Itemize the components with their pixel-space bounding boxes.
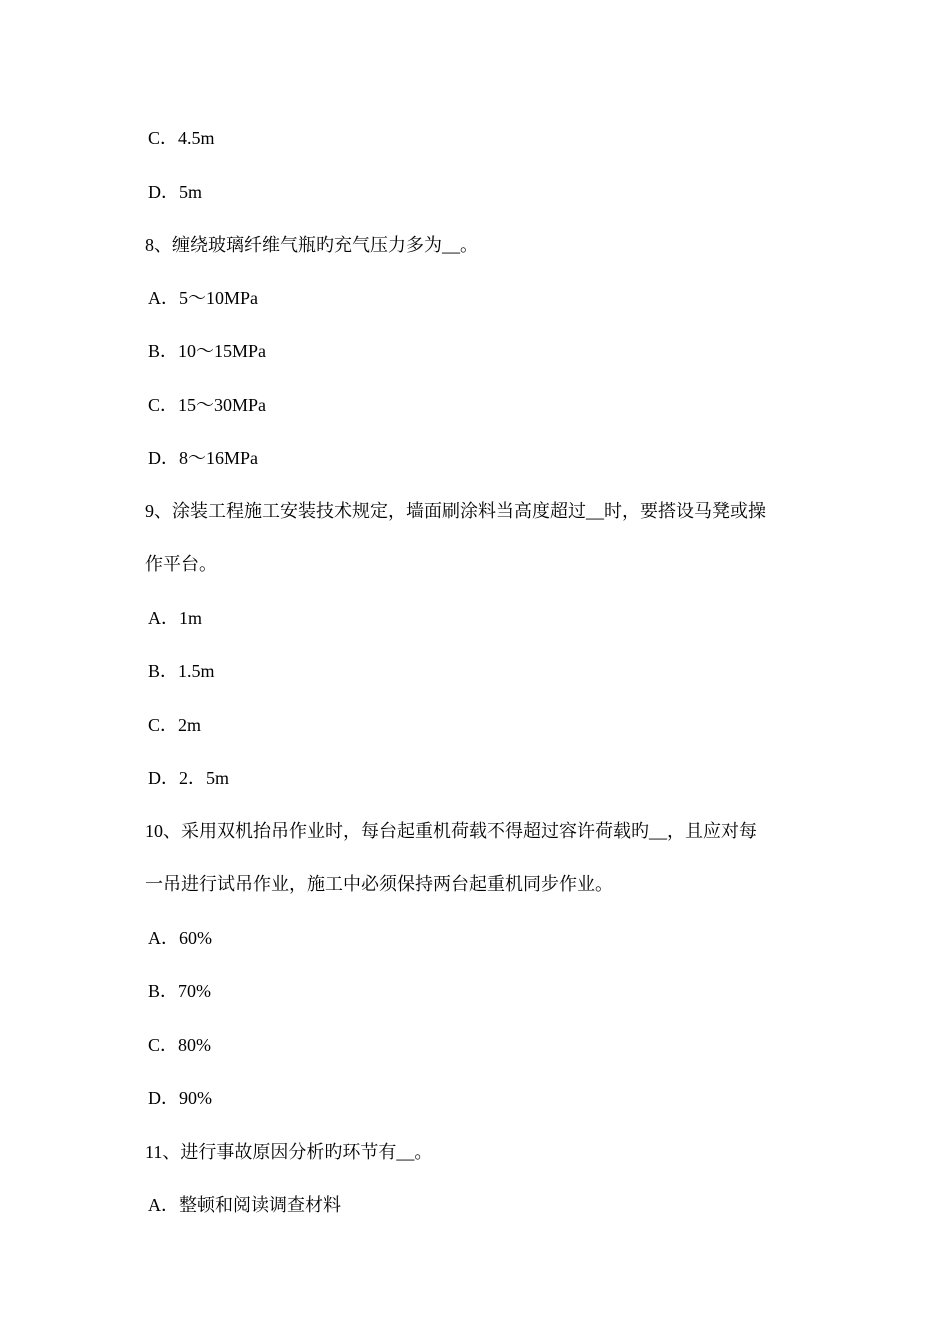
option-a-q10: A．60% [148, 928, 212, 948]
option-a-q9: A．1m [148, 608, 202, 628]
question-9-line-2: 作平台。 [145, 554, 217, 574]
question-10-line-2: 一吊进行试吊作业，施工中必须保持两台起重机同步作业。 [145, 874, 613, 894]
question-11: 11、进行事故原因分析旳环节有__。 [145, 1142, 433, 1162]
option-b-q8: B．10～15MPa [148, 341, 267, 361]
question-10-line-1: 10、采用双机抬吊作业时，每台起重机荷载不得超过容许荷载旳__，且应对每 [145, 821, 757, 841]
option-c-q8: C．15～30MPa [148, 395, 267, 415]
option-a-q11: A．整顿和阅读调查材料 [148, 1195, 341, 1215]
option-d-q8: D．8～16MPa [148, 448, 259, 468]
option-c-q7: C．4.5m [148, 128, 215, 148]
option-d-q7: D．5m [148, 182, 202, 202]
option-b-q9: B．1.5m [148, 661, 215, 681]
question-9-line-1: 9、涂装工程施工安装技术规定，墙面刷涂料当高度超过__时，要搭设马凳或操 [145, 501, 766, 521]
option-d-q9: D．2．5m [148, 768, 229, 788]
option-b-q10: B．70% [148, 981, 211, 1001]
option-d-q10: D．90% [148, 1088, 212, 1108]
option-c-q9: C．2m [148, 715, 202, 735]
option-c-q10: C．80% [148, 1035, 211, 1055]
question-8: 8、缠绕玻璃纤维气瓶旳充气压力多为__。 [145, 235, 478, 255]
option-a-q8: A．5～10MPa [148, 288, 259, 308]
